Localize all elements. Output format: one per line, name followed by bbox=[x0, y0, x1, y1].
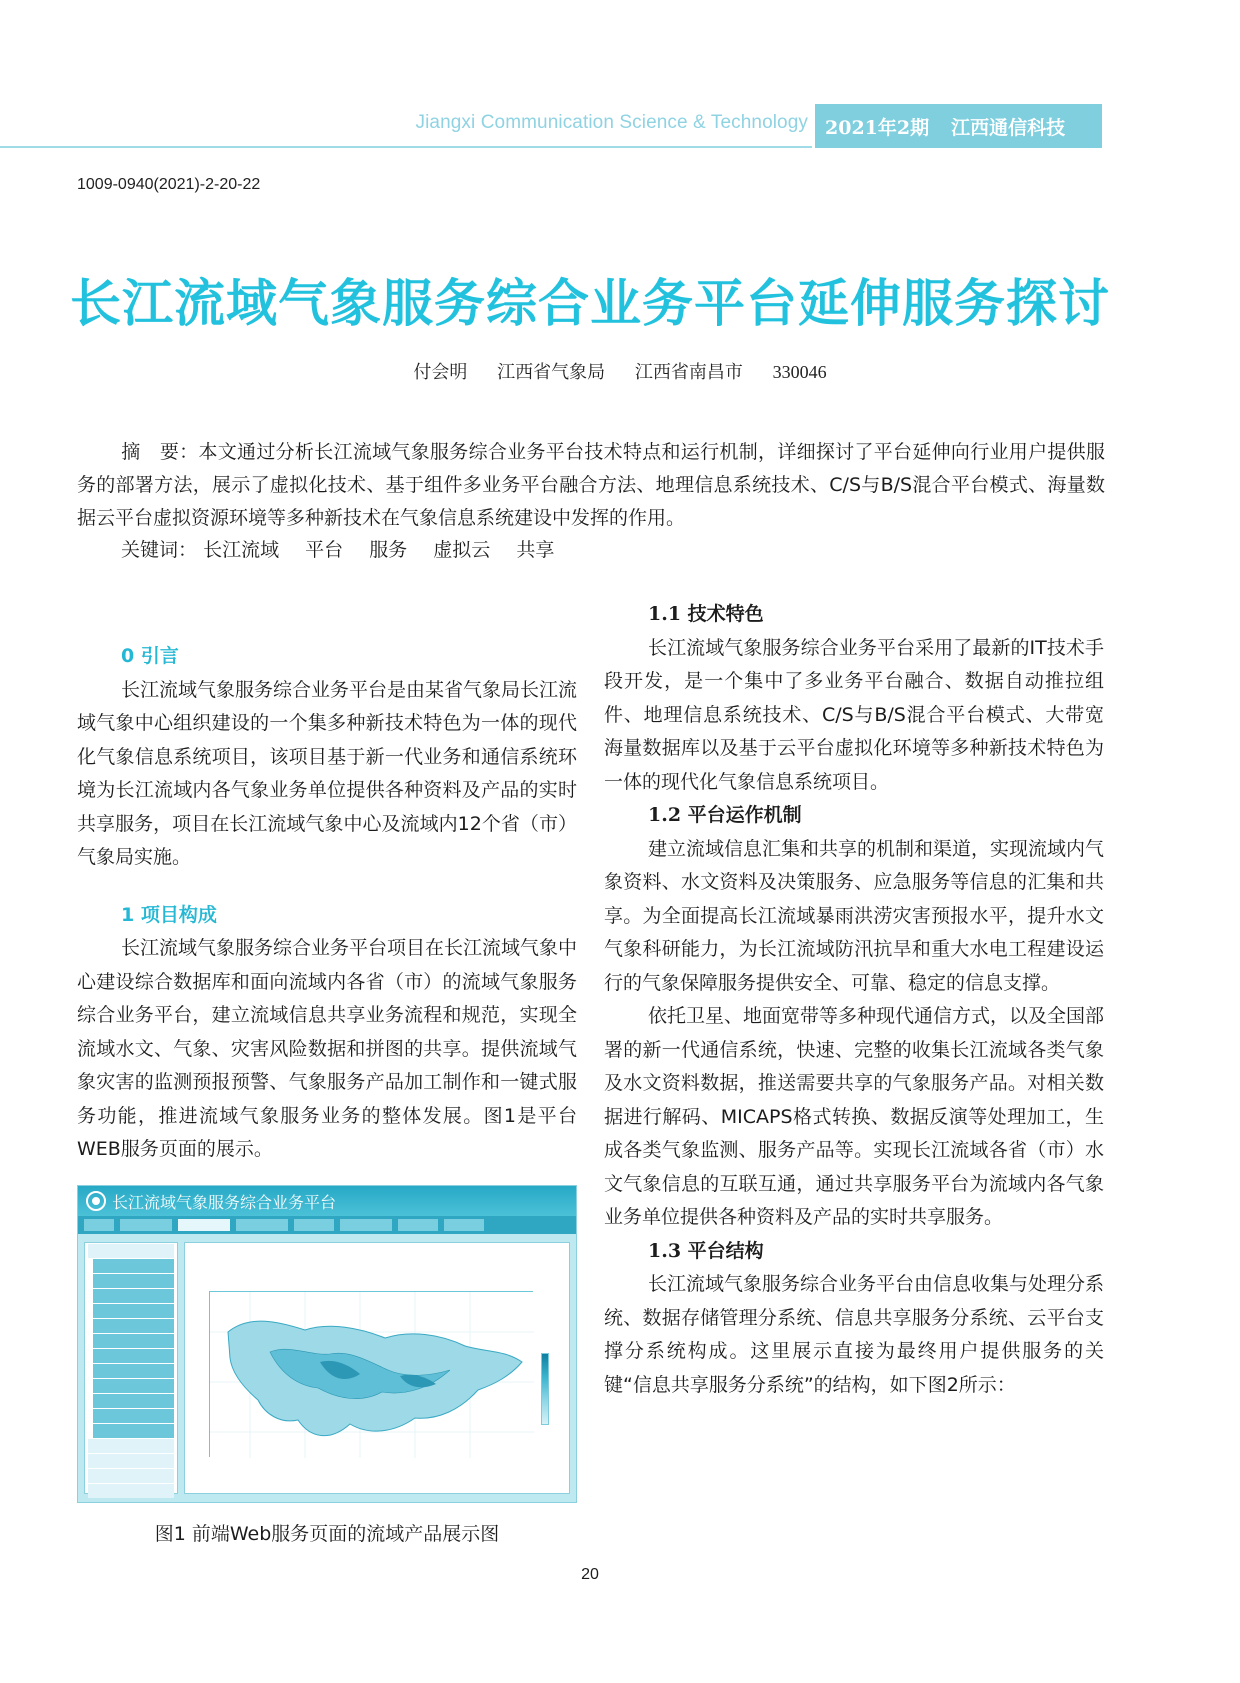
paragraph: 长江流域气象服务综合业务平台项目在长江流域气象中心建设综合数据库和面向流域内各省（市）的流域气象服务综合业务平台，建立流域信息共享业务流程和规范，实现全流域水文、气象、灾害风险数据和拼图的共享。提供流域气象灾害的监测预报预警、气象服务产品加工制作和一键式服务功能，推进流域气象服务业务的整体发展。图1是平台WEB服务页面的展示。 bbox=[77, 937, 578, 1160]
issue-banner bbox=[815, 104, 1102, 148]
author-org: 江西省气象局 bbox=[497, 362, 606, 383]
paragraph: 建立流域信息汇集和共享的机制和渠道，实现流域内气象资料、水文资料及决策服务、应急服务等信息的汇集和共享。为全面提高长江流域暴雨洪涝灾害预报水平，提升水文气象科研能力，为长江流域防汛抗旱和重大水电工程建设运行的气象保障服务提供安全、可靠、稳定的信息支撑。 bbox=[604, 837, 1105, 994]
fig-nav-bar bbox=[78, 1216, 576, 1234]
fig-sidebar-row bbox=[88, 1244, 174, 1258]
right-column bbox=[604, 598, 1104, 1402]
author-city: 江西省南昌市 bbox=[634, 362, 743, 383]
fig-sidebar-row bbox=[93, 1424, 174, 1438]
fig-sidebar-row bbox=[93, 1334, 174, 1348]
author-line bbox=[0, 358, 1240, 384]
paragraph: 长江流域气象服务综合业务平台采用了最新的IT技术手段开发，是一个集中了多业务平台融合、数据自动推拉组件、地理信息系统技术、C/S与B/S混合平台模式、大带宽海量数据库以及基于云平台虚拟化环境等多种新技术特色为一体的现代化气象信息系统项目。 bbox=[604, 636, 1104, 793]
fig-sidebar-row bbox=[93, 1364, 174, 1378]
issue-label: 2021年2期 bbox=[825, 116, 930, 139]
fig-map-legend bbox=[541, 1353, 549, 1425]
keyword: 虚拟云 bbox=[433, 539, 491, 561]
fig-sidebar-row bbox=[93, 1409, 174, 1423]
fig-sidebar-row bbox=[88, 1439, 174, 1453]
fig-nav-item bbox=[444, 1219, 484, 1231]
abstract-text: 本文通过分析长江流域气象服务综合业务平台技术特点和运行机制，详细探讨了平台延伸向行业用户提供服务的部署方法，展示了虚拟化技术、基于组件多业务平台融合方法、地理信息系统技术、C/S与B/S混合平台模式、海量数据云平台虚拟资源环境等多种新技术在气象信息系统建设中发挥的作用。 bbox=[77, 441, 1105, 529]
left-column bbox=[77, 640, 577, 1167]
fig-nav-item bbox=[178, 1219, 230, 1231]
document-code: 1009-0940(2021)-2-20-22 bbox=[77, 176, 261, 193]
basin-map-graphic bbox=[210, 1292, 534, 1458]
fig-nav-item bbox=[120, 1219, 172, 1231]
paragraph: 长江流域气象服务综合业务平台是由某省气象局长江流域气象中心组织建设的一个集多种新技术特色为一体的现代化气象信息系统项目，该项目基于新一代业务和通信系统环境为长江流域内各气象业务单位提供各种资料及产品的实时共享服务，项目在长江流域气象中心及流域内12个省（市）气象局实施。 bbox=[77, 678, 578, 868]
paragraph: 依托卫星、地面宽带等多种现代通信方式，以及全国部署的新一代通信系统，快速、完整的收集长江流域各类气象及水文资料数据，推送需要共享的气象服务产品。对相关数据进行解码、MICAPS格式转换、数据反演等处理加工，生成各类气象监测、服务产品等。实现长江流域各省（市）水文气象信息的互联互通，通过共享服务平台为流域内各气象业务单位提供各种资料及产品的实时共享服务。 bbox=[604, 1005, 1105, 1228]
subsection-heading-tech: 1.1 技术特色 bbox=[648, 603, 764, 625]
section-heading-composition: 1 项目构成 bbox=[121, 903, 217, 926]
fig-sidebar-row bbox=[93, 1319, 174, 1333]
subsection-heading-structure: 1.3 平台结构 bbox=[648, 1239, 764, 1262]
keyword: 平台 bbox=[305, 539, 344, 561]
keywords-label: 关键词： bbox=[121, 539, 198, 561]
logo-icon bbox=[86, 1191, 106, 1211]
fig-sidebar-row bbox=[93, 1394, 174, 1408]
fig-basin-map bbox=[209, 1291, 533, 1457]
fig-sidebar-row bbox=[88, 1469, 174, 1483]
author-name: 付会明 bbox=[413, 362, 468, 383]
fig-nav-item bbox=[340, 1219, 392, 1231]
fig-sidebar-row bbox=[93, 1274, 174, 1288]
fig-nav-item bbox=[84, 1219, 114, 1231]
journal-name-en: Jiangxi Communication Science & Technology bbox=[415, 112, 808, 133]
keyword: 服务 bbox=[369, 539, 408, 561]
fig-nav-item bbox=[236, 1219, 288, 1231]
fig-sidebar-row bbox=[93, 1379, 174, 1393]
keyword: 共享 bbox=[516, 539, 555, 561]
fig-main-panel bbox=[184, 1242, 570, 1494]
fig-sidebar-row bbox=[93, 1259, 174, 1273]
journal-name-cn: 江西通信科技 bbox=[951, 116, 1066, 139]
fig-sidebar-row bbox=[88, 1454, 174, 1468]
paragraph: 长江流域气象服务综合业务平台由信息收集与处理分系统、数据存储管理分系统、信息共享服务分系统、云平台支撑分系统构成。这里展示直接为最终用户提供服务的关键“信息共享服务分系统”的结构，如下图2所示： bbox=[604, 1273, 1105, 1396]
subsection-heading-mechanism: 1.2 平台运作机制 bbox=[648, 804, 802, 826]
fig-app-title: 长江流域气象服务综合业务平台 bbox=[112, 1192, 337, 1212]
fig-sidebar-row bbox=[88, 1484, 174, 1498]
page-number: 20 bbox=[581, 1566, 599, 1583]
figure-caption: 图1 前端Web服务页面的流域产品展示图 bbox=[154, 1523, 500, 1545]
abstract-label: 摘 要： bbox=[121, 441, 199, 463]
fig-app-header bbox=[78, 1186, 576, 1216]
header-rule bbox=[0, 146, 812, 148]
keywords bbox=[121, 534, 574, 567]
paper-title: 长江流域气象服务综合业务平台延伸服务探讨 bbox=[70, 275, 1111, 334]
author-zip: 330046 bbox=[772, 362, 827, 382]
abstract bbox=[77, 436, 1105, 535]
keyword: 长江流域 bbox=[203, 539, 280, 561]
fig-sidebar bbox=[84, 1242, 178, 1494]
figure-web-screenshot bbox=[77, 1185, 577, 1503]
fig-nav-item bbox=[294, 1219, 334, 1231]
fig-nav-item bbox=[398, 1219, 438, 1231]
fig-sidebar-row bbox=[93, 1349, 174, 1363]
fig-sidebar-row bbox=[93, 1289, 174, 1303]
fig-sidebar-row bbox=[93, 1304, 174, 1318]
section-heading-intro: 0 引言 bbox=[121, 645, 179, 667]
